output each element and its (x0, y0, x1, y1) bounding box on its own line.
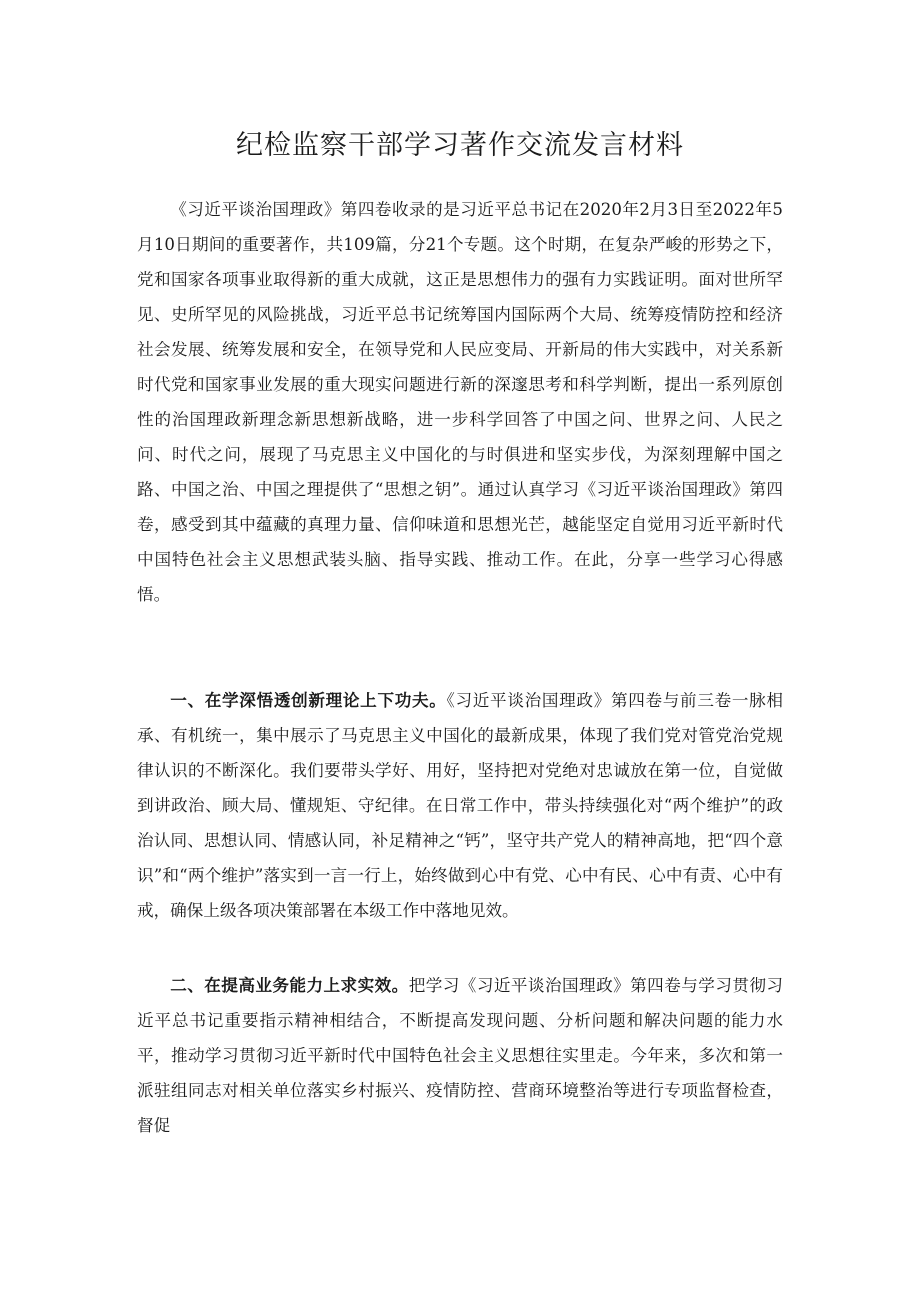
section-heading: 一、在学深悟透创新理论上下功夫。 (170, 690, 447, 710)
paragraph-body: 把学习《习近平谈治国理政》第四卷与学习贯彻习近平总书记重要指示精神相结合，不断提高发现问题、分析问题和解决问题的能力水平，推动学习贯彻习近平新时代中国特色社会主义思想往实里走。今年来，多次和第一派驻组同志对相关单位落实乡村振兴、疫情防控、营商环境整治等进行专项监督检查，督促 (137, 976, 784, 1135)
paragraph-intro (137, 192, 783, 612)
paragraph-body: 《习近平谈治国理政》第四卷与前三卷一脉相承、有机统一，集中展示了马克思主义中国化的最新成果，体现了我们党对管党治党规律认识的不断深化。我们要带头学好、用好，坚持把对党绝对忠诚放在第一位，自觉做到讲政治、顾大局、懂规矩、守纪律。在日常工作中，带头持续强化对“两个维护”的政治认同、思想认同、情感认同，补足精神之“钙”，坚守共产党人的精神高地，把“四个意识”和“两个维护”落实到一言一行上，始终做到心中有党、心中有民、心中有责、心中有戒，确保上级各项决策部署在本级工作中落地见效。 (137, 691, 784, 920)
paragraph-section-1 (137, 683, 783, 928)
document-title: 纪检监察干部学习著作交流发言材料 (236, 130, 684, 161)
paragraph-body: 《习近平谈治国理政》第四卷收录的是习近平总书记在2020年2月3日至2022年5月10日期间的重要著作，共109篇，分21个专题。这个时期，在复杂严峻的形势之下，党和国家各项事业取得新的重大成就，这正是思想伟力的强有力实践证明。面对世所罕见、史所罕见的风险挑战，习近平总书记统筹国内国际两个大局、统筹疫情防控和经济社会发展、统筹发展和安全，在领导党和人民应变局、开新局的伟大实践中，对关系新时代党和国家事业发展的重大现实问题进行新的深邃思考和科学判断，提出一系列原创性的治国理政新理念新思想新战略，进一步科学回答了中国之问、世界之问、人民之问、时代之问，展现了马克思主义中国化的与时俱进和坚实步伐，为深刻理解中国之路、中国之治、中国之理提供了“思想之钥”。通过认真学习《习近平谈治国理政》第四卷，感受到其中蕴藏的真理力量、信仰味道和思想光芒，越能坚定自觉用习近平新时代中国特色社会主义思想武装头脑、指导实践、推动工作。在此，分享一些学习心得感悟。 (137, 200, 783, 604)
paragraph-section-2 (137, 968, 783, 1143)
section-heading: 二、在提高业务能力上求实效。 (170, 975, 409, 995)
